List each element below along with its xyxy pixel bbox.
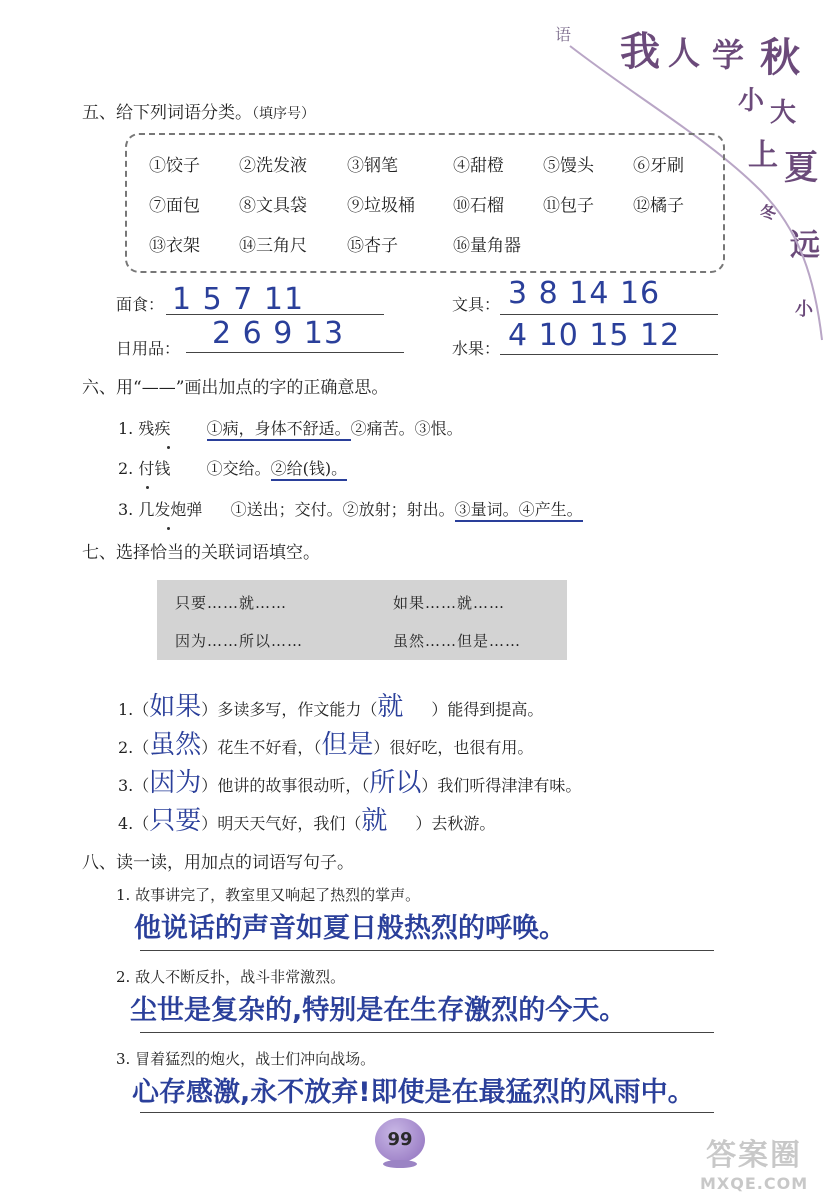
fill-item-2: 2.（虽然）花生不好看，（但是）很好吃，也很有用。 xyxy=(118,730,534,760)
fill-answer-2[interactable]: 就 xyxy=(361,806,388,836)
sentence-answer-3[interactable]: 心存感激,永不放弃!即使是在最猛烈的风雨中。 xyxy=(132,1077,695,1108)
meaning-item-3 xyxy=(118,497,583,520)
meaning-option[interactable]: ①交给。 xyxy=(206,459,271,478)
conjunction-option: 如果……就…… xyxy=(393,594,506,612)
meaning-option[interactable]: ③恨。 xyxy=(414,419,463,438)
meaning-option-selected[interactable]: ③量词。 xyxy=(455,500,519,522)
answer-line xyxy=(140,950,714,951)
header-char-3: 学 xyxy=(712,36,745,74)
section5-note: （填序号） xyxy=(252,106,315,122)
answer-line xyxy=(500,314,718,315)
word-item: ③钢笔 xyxy=(347,156,398,176)
item-number: 2. xyxy=(116,968,131,986)
answer-line xyxy=(500,354,718,355)
header-side-4: 夏 xyxy=(784,148,818,188)
item-number: 1. xyxy=(118,419,134,438)
word-item: ①饺子 xyxy=(149,156,200,176)
word-item: ⑮杏子 xyxy=(347,236,398,256)
meaning-option[interactable]: ①送出；交付。 xyxy=(230,500,343,519)
fill-text: 能得到提高。 xyxy=(447,700,544,719)
page-number-shadow xyxy=(383,1160,417,1168)
conjunction-option: 虽然……但是…… xyxy=(393,632,522,650)
category-label-stationery: 文具： xyxy=(452,295,501,314)
word-item: ⑩石榴 xyxy=(453,196,504,216)
meaning-option-selected[interactable]: ①病，身体不舒适。 xyxy=(207,419,351,441)
section6-title: 六、用“——”画出加点的字的正确意思。 xyxy=(82,378,389,398)
item-number: 1. xyxy=(116,886,131,904)
word-item: ⑪包子 xyxy=(543,196,594,216)
word-item: ②洗发液 xyxy=(239,156,307,176)
section5-title-text: 五、给下列词语分类。 xyxy=(82,103,252,123)
conjunction-box xyxy=(157,580,567,660)
fill-item-4: 4.（只要）明天天气好，我们（就 ）去秋游。 xyxy=(118,800,495,837)
fill-answer-1[interactable]: 如果 xyxy=(149,692,202,722)
item-word: 残疾 xyxy=(138,419,171,438)
category-answer-stationery[interactable]: 3 8 14 16 xyxy=(508,276,661,311)
item-number: 1. xyxy=(118,700,134,719)
fill-answer-1[interactable]: 虽然 xyxy=(149,730,202,760)
watermark-top: 答案圈 xyxy=(706,1138,803,1173)
watermark-bottom: MXQE.COM xyxy=(700,1174,809,1193)
fill-item-1: 1.（如果）多读多写，作文能力（就 ）能得到提高。 xyxy=(118,686,543,723)
fill-text: 明天天气好，我们 xyxy=(217,814,346,833)
fill-text: 多读多写，作文能力 xyxy=(217,700,362,719)
header-side-7: 小 xyxy=(795,299,813,320)
sentence-prompt-3 xyxy=(116,1048,375,1069)
fill-text: 花生不好看， xyxy=(217,738,314,757)
prompt-text: 冒着猛烈的炮火，战士们冲向战场。 xyxy=(135,1050,376,1068)
conjunction-option: 因为……所以…… xyxy=(175,632,304,650)
fill-answer-1[interactable]: 因为 xyxy=(149,768,202,798)
meaning-item-1 xyxy=(118,416,463,439)
answer-line xyxy=(186,352,404,353)
header-char-2: 人 xyxy=(668,34,701,72)
header-side-3: 上 xyxy=(748,138,778,173)
emphasis-dot xyxy=(167,527,170,530)
fill-answer-2[interactable]: 所以 xyxy=(369,768,422,798)
header-subject: 语 xyxy=(555,25,572,44)
watermark xyxy=(700,1130,808,1193)
word-box xyxy=(125,133,725,273)
word-item: ⑨垃圾桶 xyxy=(347,196,415,216)
fill-answer-2[interactable]: 就 xyxy=(377,692,404,722)
fill-answer-1[interactable]: 只要 xyxy=(149,806,202,836)
item-number: 2. xyxy=(118,459,134,478)
header-side-2: 大 xyxy=(770,98,797,128)
section5-title xyxy=(82,98,315,123)
item-number: 2. xyxy=(118,738,134,757)
category-answer-daily[interactable]: 2 6 9 13 xyxy=(212,316,345,351)
category-label-fruit: 水果： xyxy=(452,339,501,358)
sentence-answer-2[interactable]: 尘世是复杂的,特别是在生存激烈的今天。 xyxy=(130,995,627,1026)
category-label-daily: 日用品： xyxy=(116,339,181,358)
item-word: 付钱 xyxy=(138,459,171,478)
word-item: ④甜橙 xyxy=(453,156,504,176)
category-answer-fruit[interactable]: 4 10 15 12 xyxy=(508,318,681,353)
section8-title: 八、读一读，用加点的词语写句子。 xyxy=(82,853,354,873)
fill-text: 我们听得津津有味。 xyxy=(437,776,582,795)
sentence-prompt-2 xyxy=(116,966,345,987)
meaning-item-2 xyxy=(118,456,347,479)
fill-item-3: 3.（因为）他讲的故事很动听，（所以）我们听得津津有味。 xyxy=(118,768,582,798)
word-item: ⑫橘子 xyxy=(633,196,684,216)
word-item: ⑯量角器 xyxy=(453,236,521,256)
emphasis-dot xyxy=(167,446,170,449)
conjunction-option: 只要……就…… xyxy=(175,594,288,612)
word-item: ⑤馒头 xyxy=(543,156,594,176)
category-answer-noodles[interactable]: 1 5 7 11 xyxy=(172,282,305,317)
meaning-option-selected[interactable]: ②给(钱)。 xyxy=(271,459,348,481)
header-side-5: 冬 xyxy=(760,203,777,222)
answer-line xyxy=(166,314,384,315)
prompt-text: 故事讲完了，教室里又响起了热烈的掌声。 xyxy=(135,886,421,904)
meaning-option[interactable]: ②痛苦。 xyxy=(350,419,415,438)
fill-answer-2[interactable]: 但是 xyxy=(321,730,374,760)
fill-text: 很好吃，也很有用。 xyxy=(389,738,534,757)
category-label-noodles: 面食： xyxy=(116,295,165,314)
header-char-1: 我 xyxy=(620,28,660,75)
sentence-prompt-1 xyxy=(116,884,420,905)
word-item: ⑦面包 xyxy=(149,196,200,216)
item-number: 3. xyxy=(116,1050,131,1068)
header-char-4: 秋 xyxy=(760,34,800,81)
answer-line xyxy=(140,1032,714,1033)
sentence-answer-1[interactable]: 他说话的声音如夏日般热烈的呼唤。 xyxy=(134,913,566,944)
header-side-6: 远 xyxy=(790,228,820,263)
item-number: 3. xyxy=(118,500,134,519)
item-number: 3. xyxy=(118,776,134,795)
word-item: ⑧文具袋 xyxy=(239,196,307,216)
answer-line xyxy=(140,1112,714,1113)
meaning-option[interactable]: ④产生。 xyxy=(519,500,583,522)
word-item: ⑥牙刷 xyxy=(633,156,684,176)
header-side-1: 小 xyxy=(738,86,765,116)
item-number: 4. xyxy=(118,814,134,833)
meaning-option[interactable]: ②放射；射出。 xyxy=(342,500,455,519)
section7-title: 七、选择恰当的关联词语填空。 xyxy=(82,543,320,563)
fill-text: 去秋游。 xyxy=(431,814,496,833)
word-item: ⑬衣架 xyxy=(149,236,200,256)
prompt-text: 敌人不断反扑，战斗非常激烈。 xyxy=(135,968,346,986)
emphasis-dot xyxy=(146,486,149,489)
page-number: 99 xyxy=(375,1118,425,1162)
word-item: ⑭三角尺 xyxy=(239,236,307,256)
item-word: 几发炮弹 xyxy=(138,500,203,519)
fill-text: 他讲的故事很动听， xyxy=(217,776,362,795)
